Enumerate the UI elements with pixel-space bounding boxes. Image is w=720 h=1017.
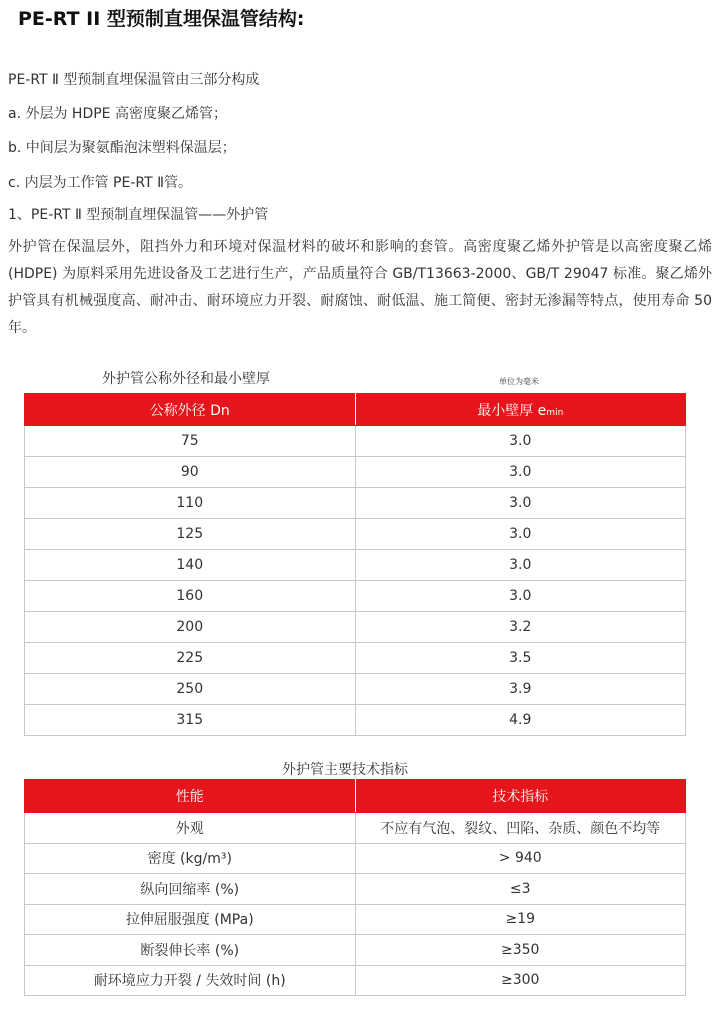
diameter-cell: 90 [25, 457, 356, 488]
diameter-cell: 200 [25, 612, 356, 643]
table-row [25, 674, 686, 705]
property-cell: 外观 [25, 813, 356, 844]
table-row [25, 457, 686, 488]
thickness-cell: 3.0 [355, 426, 686, 457]
spec-cell: ≥300 [355, 965, 686, 996]
intro-line: a. 外层为 HDPE 高密度聚乙烯管； [8, 106, 227, 122]
thickness-cell: 3.0 [355, 488, 686, 519]
property-cell: 拉伸屈服强度 (MPa) [25, 904, 356, 935]
page-title: PE-RT II 型预制直埋保温管结构: [18, 8, 305, 30]
diameter-cell: 125 [25, 519, 356, 550]
section-heading: 1、PE-RT Ⅱ 型预制直埋保温管——外护管 [8, 207, 269, 223]
header-property: 性能 [25, 780, 356, 813]
diameter-cell: 110 [25, 488, 356, 519]
thickness-cell: 3.9 [355, 674, 686, 705]
spec-cell: > 940 [355, 843, 686, 874]
diameter-cell: 315 [25, 705, 356, 736]
header-min-wall-thickness-subscript: min [546, 407, 564, 418]
property-cell: 耐环境应力开裂 / 失效时间 (h) [25, 965, 356, 996]
table-row [25, 519, 686, 550]
thickness-cell: 3.0 [355, 519, 686, 550]
spec-cell: ≥350 [355, 935, 686, 966]
table-row [25, 488, 686, 519]
intro-line: PE-RT Ⅱ 型预制直埋保温管由三部分构成 [8, 72, 260, 88]
property-cell: 密度 (kg/m³) [25, 843, 356, 874]
table-row [25, 705, 686, 736]
table1-caption: 外护管公称外径和最小壁厚 [102, 371, 270, 387]
table-row [25, 843, 686, 874]
spec-cell: 不应有气泡、裂纹、凹陷、杂质、颜色不均等 [355, 813, 686, 844]
table-row [25, 904, 686, 935]
diameter-thickness-table [24, 393, 686, 736]
technical-specs-table [24, 779, 686, 996]
diameter-cell: 75 [25, 426, 356, 457]
property-cell: 纵向回缩率 (%) [25, 874, 356, 905]
intro-line: c. 内层为工作管 PE-RT Ⅱ管。 [8, 175, 192, 191]
intro-line: b. 中间层为聚氨酯泡沫塑料保温层； [8, 140, 236, 156]
diameter-cell: 140 [25, 550, 356, 581]
table-header-row [25, 780, 686, 813]
table-row [25, 935, 686, 966]
table-row [25, 581, 686, 612]
header-min-wall-thickness [355, 394, 686, 426]
property-cell: 断裂伸长率 (%) [25, 935, 356, 966]
spec-cell: ≥19 [355, 904, 686, 935]
table-header-row [25, 394, 686, 426]
table-row [25, 813, 686, 844]
table-row [25, 612, 686, 643]
thickness-cell: 3.2 [355, 612, 686, 643]
thickness-cell: 3.0 [355, 581, 686, 612]
table-row [25, 965, 686, 996]
header-nominal-diameter: 公称外径 Dn [25, 394, 356, 426]
thickness-cell: 3.5 [355, 643, 686, 674]
thickness-cell: 4.9 [355, 705, 686, 736]
diameter-cell: 250 [25, 674, 356, 705]
thickness-cell: 3.0 [355, 457, 686, 488]
table-row [25, 874, 686, 905]
table-row [25, 550, 686, 581]
thickness-cell: 3.0 [355, 550, 686, 581]
spec-cell: ≤3 [355, 874, 686, 905]
header-min-wall-thickness-label: 最小壁厚 e [477, 402, 547, 419]
diameter-cell: 160 [25, 581, 356, 612]
table1-unit: 单位为毫米 [499, 377, 539, 386]
table-row [25, 643, 686, 674]
diameter-cell: 225 [25, 643, 356, 674]
header-spec: 技术指标 [355, 780, 686, 813]
table-row [25, 426, 686, 457]
description-paragraph: 外护管在保温层外，阻挡外力和环境对保温材料的破坏和影响的套管。高密度聚乙烯外护管是以高密度聚乙烯 (HDPE) 为原料采用先进设备及工艺进行生产，产品质量符合 GB/T13663-2000、GB/T 29047 标准。聚乙烯外护管具有机械强度高、耐冲击、耐环境应力开裂、耐腐蚀、耐低温、施工简便、密封无渗漏等特点，使用寿命 50 年。 [8, 239, 712, 336]
table2-caption: 外护管主要技术指标 [282, 762, 408, 778]
